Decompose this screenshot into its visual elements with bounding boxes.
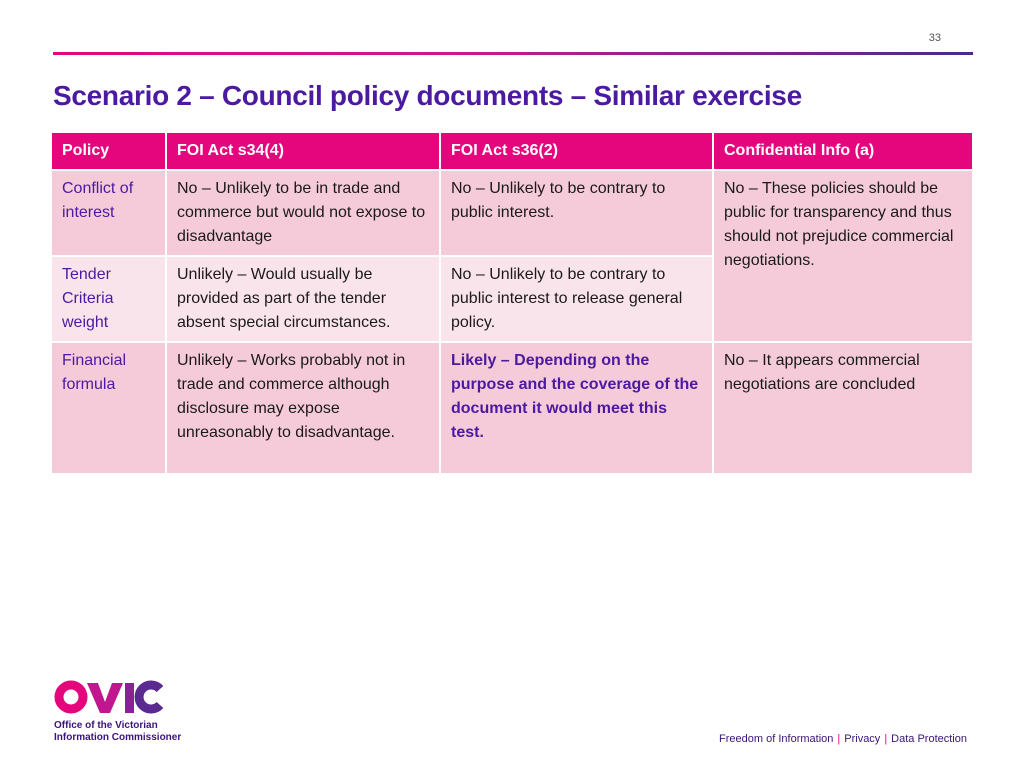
footer-link-data-protection[interactable]: Data Protection	[891, 733, 967, 745]
footer-separator: |	[837, 733, 841, 745]
ovic-logo	[54, 680, 234, 750]
confidential-cell: No – It appears commercial negotiations are concluded	[713, 342, 973, 474]
confidential-merged-cell: No – These policies should be public for transparency and thus should not prejudice commercial negotiations.	[713, 170, 973, 342]
table-row	[51, 170, 973, 256]
table-header-row	[51, 132, 973, 170]
policy-name-cell: Conflict of interest	[51, 170, 166, 256]
policy-name-cell: Tender Criteria weight	[51, 256, 166, 342]
column-header-confidential: Confidential Info (a)	[713, 132, 973, 170]
s36-cell: No – Unlikely to be contrary to public interest.	[440, 170, 713, 256]
table-row	[51, 342, 973, 474]
column-header-s36: FOI Act s36(2)	[440, 132, 713, 170]
footer-link-foi[interactable]: Freedom of Information	[719, 733, 834, 745]
logo-caption	[54, 720, 181, 744]
ovic-wordmark-icon	[54, 680, 164, 716]
page-number: 33	[928, 32, 941, 44]
logo-caption-line-1: Office of the Victorian	[54, 720, 158, 731]
column-header-policy: Policy	[51, 132, 166, 170]
policy-table	[50, 131, 974, 475]
column-header-s34: FOI Act s34(4)	[166, 132, 440, 170]
footer-link-privacy[interactable]: Privacy	[844, 733, 881, 745]
s34-cell: No – Unlikely to be in trade and commerce but would not expose to disadvantage	[166, 170, 440, 256]
header-rule	[53, 52, 973, 55]
s36-cell-highlight: Likely – Depending on the purpose and the coverage of the document it would meet this test.	[440, 342, 713, 474]
s36-cell: No – Unlikely to be contrary to public interest to release general policy.	[440, 256, 713, 342]
policy-name-cell: Financial formula	[51, 342, 166, 474]
s34-cell: Unlikely – Would usually be provided as part of the tender absent special circumstances.	[166, 256, 440, 342]
slide-title: Scenario 2 – Council policy documents – Similar exercise	[53, 80, 802, 111]
footer-links	[719, 733, 967, 745]
footer-separator: |	[884, 733, 888, 745]
logo-caption-line-2: Information Commissioner	[54, 732, 182, 743]
s34-cell: Unlikely – Works probably not in trade and commerce although disclosure may expose unreasonably to disadvantage.	[166, 342, 440, 474]
